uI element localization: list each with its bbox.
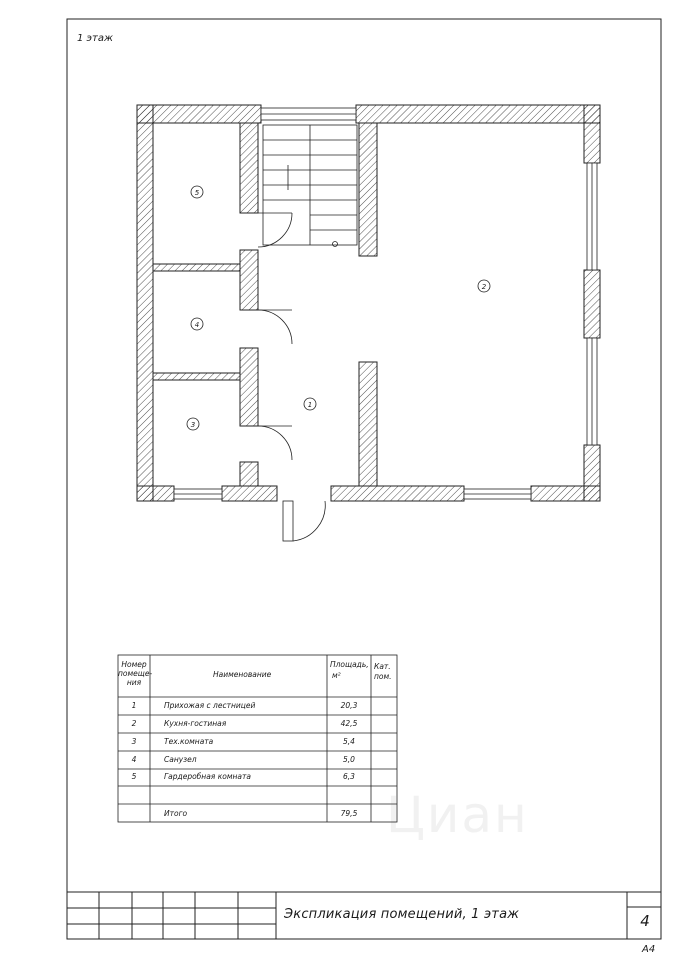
title-block-title: Экспликация помещений, 1 этаж: [284, 907, 520, 922]
sheet-number: 4: [640, 912, 650, 930]
floor-label: 1 этаж: [77, 33, 113, 44]
row-3-number: 3: [131, 737, 137, 746]
header-name: Наименование: [213, 670, 272, 679]
row-4-number: 4: [131, 755, 137, 764]
watermark: Циан: [386, 786, 529, 844]
room-3-label: 3: [190, 421, 196, 429]
header-area-2: м²: [332, 671, 341, 680]
header-area-1: Площадь,: [330, 660, 369, 669]
room-markers: [187, 186, 490, 430]
header-number-2: помеще-: [118, 669, 153, 678]
row-5-number: 5: [131, 772, 137, 781]
row-3-name: Тех.комната: [164, 737, 214, 746]
header-category-2: пом.: [374, 672, 392, 681]
total-label: Итого: [164, 809, 188, 818]
row-1-area: 20,3: [340, 701, 358, 710]
total-area: 79,5: [340, 809, 358, 818]
room-5-label: 5: [194, 189, 200, 197]
row-2-name: Кухня-гостиная: [164, 719, 227, 728]
room-4-label: 4: [194, 321, 200, 329]
row-5-area: 6,3: [343, 772, 355, 781]
row-2-number: 2: [131, 719, 137, 728]
windows: [174, 108, 597, 499]
header-number-3: ния: [126, 678, 142, 687]
row-2-area: 42,5: [340, 719, 358, 728]
row-4-area: 5,0: [343, 755, 355, 764]
room-1-label: 1: [307, 401, 313, 409]
row-4-name: Санузел: [164, 755, 197, 764]
room-2-label: 2: [481, 283, 487, 291]
header-category-1: Кат.: [374, 662, 391, 671]
row-3-area: 5,4: [343, 737, 355, 746]
row-1-name: Прихожая с лестницей: [164, 701, 256, 710]
header-number-1: Номер: [121, 660, 147, 669]
row-5-name: Гардеробная комната: [164, 772, 251, 781]
explication-table: [118, 655, 397, 822]
paper-format: А4: [642, 944, 656, 955]
walls: [137, 105, 600, 501]
staircase: [263, 125, 357, 247]
row-1-number: 1: [131, 701, 137, 710]
